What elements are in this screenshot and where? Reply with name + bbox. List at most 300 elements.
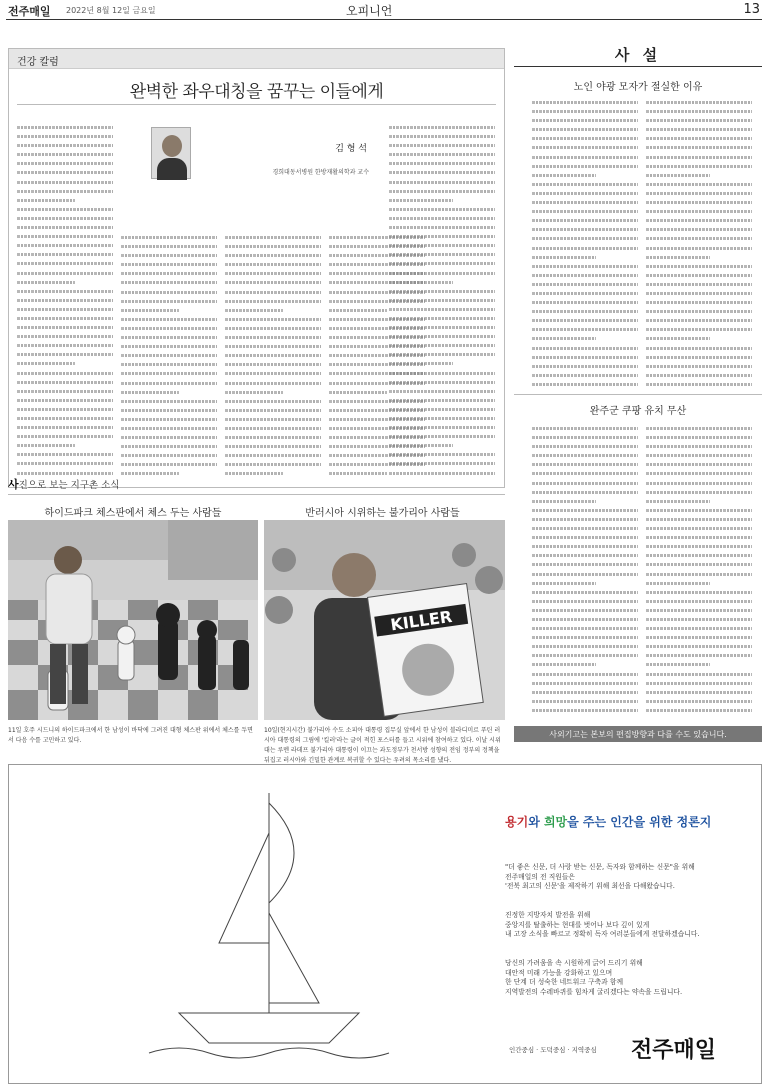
text-line xyxy=(225,406,321,415)
text-line xyxy=(329,306,387,315)
text-line xyxy=(646,597,752,606)
text-line xyxy=(225,442,321,451)
text-line xyxy=(121,369,217,378)
text-line xyxy=(121,360,217,369)
text-line xyxy=(121,251,217,260)
text-line xyxy=(646,524,752,533)
text-line xyxy=(329,388,387,397)
text-line xyxy=(389,287,495,296)
text-line xyxy=(646,353,752,362)
text-line xyxy=(225,351,321,360)
text-line xyxy=(646,506,752,515)
ship-illustration xyxy=(119,773,419,1073)
text-line xyxy=(646,289,752,298)
text-line xyxy=(646,488,752,497)
text-line xyxy=(17,278,75,287)
text-line xyxy=(389,405,495,414)
text-line xyxy=(389,423,495,432)
text-line xyxy=(389,378,495,387)
title-divider xyxy=(17,104,496,105)
text-line xyxy=(17,123,113,132)
text-line xyxy=(646,244,752,253)
text-line xyxy=(225,278,321,287)
text-line xyxy=(646,469,752,478)
text-line xyxy=(17,414,113,423)
column-body-col1 xyxy=(17,123,113,485)
text-line xyxy=(646,570,752,579)
newspaper-ad xyxy=(8,764,762,1084)
text-line xyxy=(17,323,113,332)
text-line xyxy=(532,189,638,198)
text-line xyxy=(532,642,638,651)
text-line xyxy=(532,225,638,234)
text-line xyxy=(646,660,710,669)
text-line xyxy=(532,488,638,497)
text-line xyxy=(532,497,596,506)
text-line xyxy=(225,433,321,442)
text-line xyxy=(646,271,752,280)
author-name: 김 형 석 xyxy=(335,144,367,154)
text-line xyxy=(17,259,113,268)
text-line xyxy=(389,214,495,223)
text-line xyxy=(532,271,638,280)
text-line xyxy=(121,278,217,287)
text-line xyxy=(532,597,638,606)
column-body-col2 xyxy=(121,233,217,485)
text-line xyxy=(17,196,75,205)
text-line xyxy=(532,262,638,271)
editorial2-col1 xyxy=(532,424,638,716)
text-line xyxy=(389,369,495,378)
text-line xyxy=(225,388,283,397)
text-line xyxy=(532,560,638,569)
text-line xyxy=(389,250,495,259)
text-line xyxy=(532,606,638,615)
text-line xyxy=(532,469,638,478)
text-line xyxy=(17,432,113,441)
text-line xyxy=(532,207,638,216)
text-line xyxy=(646,460,752,469)
text-line xyxy=(225,469,283,478)
text-line xyxy=(17,396,113,405)
editorial1-col2 xyxy=(646,98,752,390)
photo-chess-players xyxy=(8,520,258,720)
text-line xyxy=(121,442,217,451)
text-line xyxy=(646,606,752,615)
text-line xyxy=(389,396,495,405)
editorial1-col1 xyxy=(532,98,638,390)
text-line xyxy=(389,223,495,232)
text-line xyxy=(646,706,752,715)
text-line xyxy=(17,305,113,314)
text-line xyxy=(646,615,752,624)
text-line xyxy=(225,360,321,369)
text-line xyxy=(389,150,495,159)
text-line xyxy=(17,232,113,241)
text-line xyxy=(389,296,495,305)
page-number: 13 xyxy=(743,2,760,17)
text-line xyxy=(121,288,217,297)
text-line xyxy=(532,380,638,389)
text-line xyxy=(646,307,752,316)
text-line xyxy=(17,269,113,278)
text-line xyxy=(532,198,638,207)
text-line xyxy=(225,333,321,342)
text-line xyxy=(225,251,321,260)
text-line xyxy=(646,579,710,588)
text-line xyxy=(646,551,752,560)
text-line xyxy=(225,242,321,251)
text-line xyxy=(646,497,710,506)
text-line xyxy=(17,250,113,259)
text-line xyxy=(646,171,710,180)
text-line xyxy=(17,441,75,450)
photonews-divider xyxy=(8,494,505,495)
text-line xyxy=(532,280,638,289)
text-line xyxy=(532,542,638,551)
text-line xyxy=(389,432,495,441)
text-line xyxy=(121,342,217,351)
text-line xyxy=(646,325,752,334)
text-line xyxy=(646,189,752,198)
text-line xyxy=(225,260,321,269)
text-line xyxy=(532,651,638,660)
header-section: 오피니언 xyxy=(346,4,393,18)
text-line xyxy=(532,325,638,334)
text-line xyxy=(646,633,752,642)
text-line xyxy=(121,242,217,251)
text-line xyxy=(532,307,638,316)
text-line xyxy=(389,359,453,368)
text-line xyxy=(646,253,710,262)
text-line xyxy=(532,334,596,343)
text-line xyxy=(121,233,217,242)
editorial-divider xyxy=(514,66,762,67)
text-line xyxy=(646,298,752,307)
header-brand: 전주매일 xyxy=(8,5,51,18)
text-line xyxy=(389,323,495,332)
ad-paragraph-2: 진정한 지방자치 발전을 위해 중앙지를 탈출하는 현대를 벗어나 보다 깊이 있게 내 고장 소식을 빠르고 정확히 독자 여러분들에게 전달하겠습니다. xyxy=(505,911,700,938)
text-line xyxy=(646,424,752,433)
text-line xyxy=(389,241,495,250)
text-line xyxy=(389,305,495,314)
text-line xyxy=(121,379,217,388)
page-header xyxy=(6,0,762,20)
text-line xyxy=(646,642,752,651)
text-line xyxy=(225,342,321,351)
author-box xyxy=(139,127,379,183)
text-line xyxy=(532,180,638,189)
text-line xyxy=(532,424,638,433)
text-line xyxy=(17,150,113,159)
text-line xyxy=(532,433,638,442)
text-line xyxy=(389,187,495,196)
text-line xyxy=(646,107,752,116)
photo2-caption: 10일(현지시간) 불가리아 수도 소피아 대통령 집무실 앞에서 한 남성이 블라디미르 푸틴 러시아 대통령의 그림에 '킬러'라는 글이 적힌 포스터를 들고 시위에 참여하고 있다. 이날 시위대는 루멘 라데프 불가리아 대통령이 이끄는 과도정부가 천서방 성향의 전임 정부의 정책을 뒤집고 러시아와 긴밀한 관계로 복귀할 수 있다는 우려의 목소리를 냈다. xyxy=(264,727,501,764)
text-line xyxy=(532,344,638,353)
text-line xyxy=(389,159,495,168)
text-line xyxy=(646,262,752,271)
text-line xyxy=(646,479,752,488)
text-line xyxy=(532,515,638,524)
text-line xyxy=(17,405,113,414)
text-line xyxy=(646,134,752,143)
text-line xyxy=(17,314,113,323)
text-line xyxy=(17,141,113,150)
text-line xyxy=(389,232,495,241)
text-line xyxy=(532,679,638,688)
text-line xyxy=(532,697,638,706)
text-line xyxy=(646,180,752,189)
text-line xyxy=(532,216,638,225)
text-line xyxy=(646,162,752,171)
text-line xyxy=(532,551,638,560)
text-line xyxy=(389,196,453,205)
text-line xyxy=(646,344,752,353)
text-line xyxy=(121,469,179,478)
text-line xyxy=(646,515,752,524)
text-line xyxy=(646,280,752,289)
text-line xyxy=(646,688,752,697)
text-line xyxy=(532,670,638,679)
text-line xyxy=(121,306,179,315)
text-line xyxy=(646,533,752,542)
text-line xyxy=(646,679,752,688)
text-line xyxy=(121,260,217,269)
author-affiliation: 경희대동서병원 한방재활의학과 교수 xyxy=(272,169,369,176)
text-line xyxy=(646,143,752,152)
text-line xyxy=(532,371,638,380)
text-line xyxy=(532,134,638,143)
text-line xyxy=(17,223,113,232)
text-line xyxy=(646,670,752,679)
photonews-label: 사진으로 보는 지구촌 소식 xyxy=(8,478,120,491)
text-line xyxy=(646,234,752,243)
text-line xyxy=(17,387,113,396)
text-line xyxy=(532,298,638,307)
photo-bulgaria-protest xyxy=(264,520,505,720)
editorial-disclaimer: 사외기고는 본보의 편집방향과 다를 수도 있습니다. xyxy=(514,726,762,742)
header-date: 2022년 8월 12일 금요일 xyxy=(66,6,156,15)
text-line xyxy=(225,233,321,242)
text-line xyxy=(532,316,638,325)
text-line xyxy=(225,460,321,469)
text-line xyxy=(532,479,638,488)
text-line xyxy=(646,116,752,125)
text-line xyxy=(646,334,710,343)
text-line xyxy=(646,542,752,551)
text-line xyxy=(17,359,75,368)
column-title: 완벽한 좌우대칭을 꿈꾸는 이들에게 xyxy=(129,82,384,102)
text-line xyxy=(646,380,752,389)
text-line xyxy=(532,289,638,298)
text-line xyxy=(389,259,495,268)
text-line xyxy=(225,306,283,315)
text-line xyxy=(532,660,596,669)
text-line xyxy=(389,414,495,423)
text-line xyxy=(121,351,217,360)
text-line xyxy=(121,297,217,306)
text-line xyxy=(17,378,113,387)
text-line xyxy=(17,369,113,378)
text-line xyxy=(121,424,217,433)
ad-title: 용기와 희망을 주는 인간을 위한 정론지 xyxy=(505,815,712,829)
text-line xyxy=(17,241,113,250)
text-line xyxy=(17,459,113,468)
text-line xyxy=(532,588,638,597)
text-line xyxy=(225,315,321,324)
text-line xyxy=(121,269,217,278)
editorial-title-1: 노인 야광 모자가 절실한 이유 xyxy=(573,82,703,93)
text-line xyxy=(532,506,638,515)
protest-photo-image xyxy=(264,520,505,720)
text-line xyxy=(17,423,113,432)
column-label: 건강 칼럼 xyxy=(9,49,504,69)
text-line xyxy=(17,450,113,459)
text-line xyxy=(646,362,752,371)
text-line xyxy=(121,406,217,415)
editorial-title-2: 완주군 쿠팡 유치 무산 xyxy=(589,406,687,417)
text-line xyxy=(389,450,495,459)
text-line xyxy=(389,123,495,132)
text-line xyxy=(329,469,387,478)
text-line xyxy=(532,579,596,588)
text-line xyxy=(646,371,752,380)
text-line xyxy=(532,253,596,262)
text-line xyxy=(532,362,638,371)
text-line xyxy=(646,225,752,234)
text-line xyxy=(646,316,752,325)
text-line xyxy=(532,624,638,633)
text-line xyxy=(389,168,495,177)
text-line xyxy=(225,324,321,333)
text-line xyxy=(532,524,638,533)
text-line xyxy=(389,387,495,396)
text-line xyxy=(532,533,638,542)
text-line xyxy=(17,296,113,305)
text-line xyxy=(389,132,495,141)
text-line xyxy=(646,588,752,597)
editorial2-col2 xyxy=(646,424,752,716)
text-line xyxy=(646,451,752,460)
text-line xyxy=(532,706,638,715)
text-line xyxy=(646,433,752,442)
text-line xyxy=(646,207,752,216)
text-line xyxy=(389,205,495,214)
text-line xyxy=(532,162,638,171)
text-line xyxy=(532,107,638,116)
text-line xyxy=(646,125,752,134)
text-line xyxy=(389,269,495,278)
photo1-title: 하이드파크 체스판에서 체스 두는 사람들 xyxy=(44,508,222,519)
text-line xyxy=(646,98,752,107)
text-line xyxy=(646,560,752,569)
poster-text: KILLER xyxy=(389,606,454,635)
text-line xyxy=(532,353,638,362)
text-line xyxy=(17,287,113,296)
text-line xyxy=(532,633,638,642)
text-line xyxy=(17,187,113,196)
text-line xyxy=(17,205,113,214)
text-line xyxy=(646,153,752,162)
text-line xyxy=(389,178,495,187)
ad-paragraph-1: "더 좋은 신문, 더 사랑 받는 신문, 독자와 함께하는 신문"을 위해 전주매일의 전 직원들은 '전북 최고의 신문'을 제작하기 위해 최선을 다해왔습니다. xyxy=(505,863,695,890)
photo2-title: 반러시아 시위하는 불가리아 사람들 xyxy=(305,508,460,519)
text-line xyxy=(532,451,638,460)
text-line xyxy=(17,332,113,341)
column-body-col3 xyxy=(225,233,321,485)
text-line xyxy=(646,442,752,451)
text-line xyxy=(646,651,752,660)
text-line xyxy=(17,214,113,223)
text-line xyxy=(389,314,495,323)
text-line xyxy=(17,168,113,177)
text-line xyxy=(389,350,495,359)
text-line xyxy=(225,288,321,297)
text-line xyxy=(17,159,113,168)
ad-tagline: 인간중심 · 도덕중심 · 지역중심 xyxy=(509,1046,597,1054)
text-line xyxy=(121,397,217,406)
text-line xyxy=(646,624,752,633)
text-line xyxy=(646,216,752,225)
text-line xyxy=(646,198,752,207)
text-line xyxy=(532,116,638,125)
text-line xyxy=(532,234,638,243)
text-line xyxy=(532,615,638,624)
text-line xyxy=(532,125,638,134)
ad-logo: 전주매일 xyxy=(631,1038,717,1063)
photo1-caption: 11일 호주 시드니의 하이드파크에서 한 남성이 바닥에 그려진 대형 체스판 위에서 체스를 두면서 다음 수를 고민하고 있다. xyxy=(8,727,253,744)
text-line xyxy=(17,132,113,141)
text-line xyxy=(532,171,596,180)
text-line xyxy=(389,459,495,468)
text-line xyxy=(121,388,179,397)
text-line xyxy=(225,451,321,460)
text-line xyxy=(389,278,453,287)
text-line xyxy=(17,341,113,350)
text-line xyxy=(532,153,638,162)
text-line xyxy=(389,469,495,478)
text-line xyxy=(646,697,752,706)
editorial-divider-2 xyxy=(514,394,762,395)
text-line xyxy=(121,315,217,324)
text-line xyxy=(225,397,321,406)
ad-paragraph-3: 당신의 가려움을 속 시원하게 긁어 드리기 위해 대안적 미래 가능을 강화하고 있으며 한 단계 더 성숙한 네트워크 구축과 함께 지역발전의 수레바퀴를 힘차게 굴리겠다는 약속을 드립니다. xyxy=(505,959,683,996)
author-portrait xyxy=(151,127,191,179)
text-line xyxy=(17,350,113,359)
text-line xyxy=(532,143,638,152)
text-line xyxy=(225,415,321,424)
text-line xyxy=(225,269,321,278)
text-line xyxy=(121,415,217,424)
text-line xyxy=(532,442,638,451)
text-line xyxy=(121,333,217,342)
text-line xyxy=(121,324,217,333)
text-line xyxy=(389,332,495,341)
text-line xyxy=(17,178,113,187)
text-line xyxy=(532,570,638,579)
text-line xyxy=(121,451,217,460)
health-column xyxy=(8,48,505,488)
column-body-col5 xyxy=(389,123,495,485)
text-line xyxy=(389,341,495,350)
text-line xyxy=(532,460,638,469)
text-line xyxy=(532,688,638,697)
text-line xyxy=(532,244,638,253)
text-line xyxy=(225,424,321,433)
text-line xyxy=(225,379,321,388)
text-line xyxy=(121,460,217,469)
